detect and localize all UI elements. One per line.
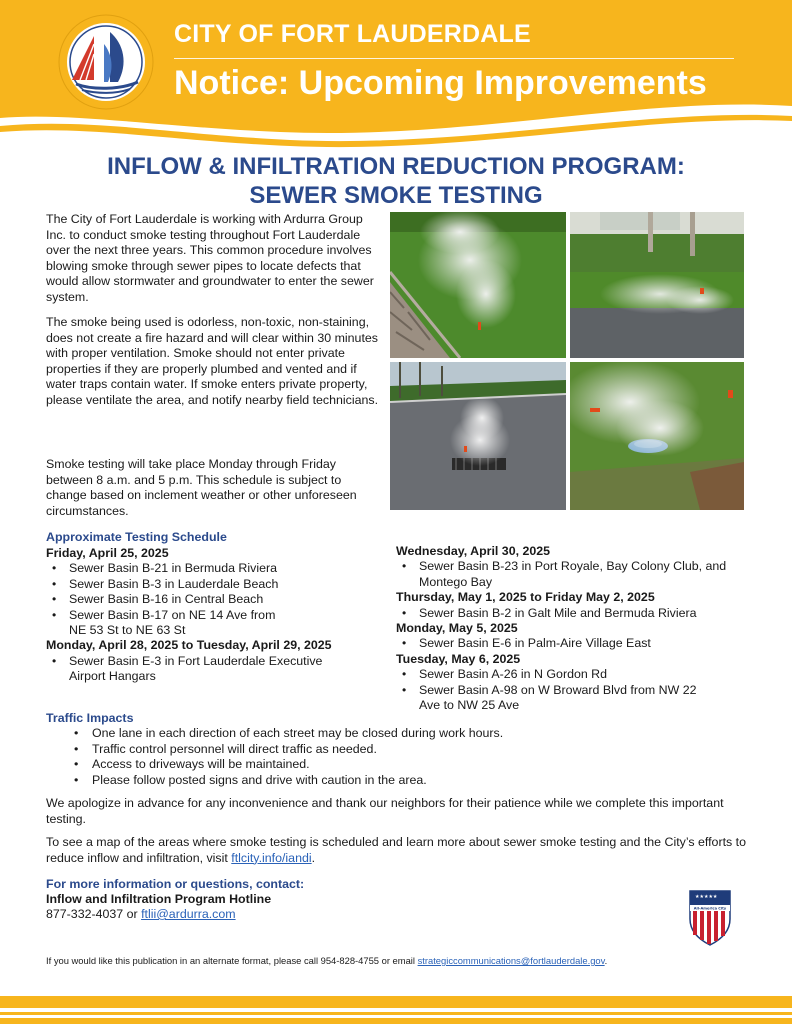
notice-title: Notice: Upcoming Improvements bbox=[174, 64, 707, 102]
schedule-item: • Sewer Basin E-6 in Palm-Aire Village East bbox=[396, 636, 768, 651]
alt-format-end: . bbox=[604, 955, 608, 966]
schedule-day: Wednesday, April 30, 2025 bbox=[396, 544, 551, 558]
schedule-list bbox=[46, 561, 376, 638]
apology-paragraph: We apologize in advance for any inconvenience and thank our neighbors for their patience while we complete this important testing. bbox=[46, 796, 724, 826]
intro-paragraph-1: The City of Fort Lauderdale is working with Ardurra Group Inc. to conduct smoke testing throughout Fort Lauderdale over the next three years. This common procedure involves blowing smoke through sewer pipes to locate defects that would allow stormwater and groundwater to enter the sewer system. bbox=[46, 212, 374, 304]
schedule-item: • Sewer Basin B-21 in Bermuda Riviera bbox=[46, 561, 376, 576]
schedule-list bbox=[396, 606, 768, 621]
photo-grid bbox=[390, 212, 744, 510]
page-title bbox=[0, 152, 792, 210]
header-divider bbox=[174, 58, 734, 59]
alt-format-note bbox=[46, 955, 746, 966]
schedule-item: • Sewer Basin B-16 in Central Beach bbox=[46, 592, 376, 607]
page-title-line-2: SEWER SMOKE TESTING bbox=[249, 182, 543, 209]
smoke-photo-driveway bbox=[570, 212, 744, 358]
schedule-item: • Sewer Basin B-23 in Port Royale, Bay Colony Club, and Montego Bay bbox=[396, 559, 768, 590]
map-paragraph bbox=[46, 835, 746, 866]
footer-band bbox=[0, 996, 792, 1024]
traffic-item: • Access to driveways will be maintained. bbox=[74, 757, 754, 773]
schedule-day: Monday, April 28, 2025 to Tuesday, April 29, 2025 bbox=[46, 638, 332, 653]
all-america-city-shield-icon bbox=[688, 889, 732, 947]
traffic-heading: Traffic Impacts bbox=[46, 711, 134, 725]
map-paragraph-end: . bbox=[311, 850, 316, 865]
hotline-label: Inflow and Infiltration Program Hotline bbox=[46, 892, 272, 906]
strategic-communications-email-link[interactable]: strategiccommunications@fortlauderdale.gov bbox=[417, 955, 605, 966]
contact-line bbox=[46, 907, 236, 921]
schedule-item: • Sewer Basin A-98 on W Broward Blvd from NW 22 Ave to NW 25 Ave bbox=[396, 683, 768, 714]
alt-format-text: If you would like this publication in an alternate format, please call 954-828-4755 or email bbox=[46, 955, 418, 966]
schedule-heading: Approximate Testing Schedule bbox=[46, 530, 227, 544]
schedule-list bbox=[396, 636, 768, 651]
traffic-item: • Please follow posted signs and drive with caution in the area. bbox=[74, 773, 754, 789]
schedule-day: Monday, May 5, 2025 bbox=[396, 621, 518, 636]
schedule-day: Thursday, May 1, 2025 to Friday May 2, 2025 bbox=[396, 590, 655, 605]
smoke-photo-lawn-walkway bbox=[390, 212, 566, 358]
traffic-list bbox=[74, 726, 754, 788]
schedule-item: • Sewer Basin B-17 on NE 14 Ave from NE 53 St to NE 63 St bbox=[46, 608, 376, 639]
contact-email-link[interactable]: ftlii@ardurra.com bbox=[141, 907, 236, 921]
intro-paragraph-3: Smoke testing will take place Monday through Friday between 8 a.m. and 5 p.m. This schedule is subject to change based on inclement weather or other unforeseen circumstances. bbox=[46, 457, 357, 518]
header bbox=[0, 0, 792, 150]
schedule-day: Tuesday, May 6, 2025 bbox=[396, 651, 521, 666]
schedule-item: • Sewer Basin E-3 in Fort Lauderdale Executive Airport Hangars bbox=[46, 654, 376, 685]
schedule-item: • Sewer Basin B-2 in Galt Mile and Bermuda Riviera bbox=[396, 606, 768, 621]
traffic-item: • Traffic control personnel will direct traffic as needed. bbox=[74, 742, 754, 758]
schedule-list bbox=[396, 559, 768, 590]
schedule-column-left bbox=[46, 546, 376, 685]
schedule-item: • Sewer Basin A-26 in N Gordon Rd bbox=[396, 667, 768, 682]
svg-text:★★★★★: ★★★★★ bbox=[695, 894, 718, 900]
iandi-link[interactable]: ftlcity.info/iandi bbox=[231, 850, 312, 865]
smoke-photo-cleanout bbox=[570, 362, 744, 510]
badge-text: All-America City bbox=[693, 906, 727, 911]
smoke-photo-storm-drain bbox=[390, 362, 566, 510]
traffic-item: • One lane in each direction of each street may be closed during work hours. bbox=[74, 726, 754, 742]
schedule-day: Friday, April 25, 2025 bbox=[46, 546, 169, 560]
schedule-item: • Sewer Basin B-3 in Lauderdale Beach bbox=[46, 577, 376, 592]
city-seal-sailboat-icon bbox=[58, 14, 154, 110]
map-paragraph-text: To see a map of the areas where smoke testing is scheduled and learn more about sewer smoke testing and the City’s efforts to reduce inflow and infiltration, visit bbox=[46, 835, 746, 865]
schedule-list bbox=[396, 667, 768, 713]
contact-separator: or bbox=[123, 907, 142, 921]
hotline-phone: 877-332-4037 bbox=[46, 907, 124, 921]
city-name: CITY OF FORT LAUDERDALE bbox=[174, 20, 531, 48]
schedule-list bbox=[46, 654, 376, 685]
page-title-line-1: INFLOW & INFILTRATION REDUCTION PROGRAM: bbox=[107, 153, 685, 180]
contact-heading: For more information or questions, contact: bbox=[46, 877, 305, 891]
intro-paragraph-2: The smoke being used is odorless, non-toxic, non-staining, does not create a fire hazard and will clear within 30 minutes with proper ventilation. Smoke should not enter private properties if they are properly plumbed and vented and if water traps contain water. If smoke enters private property, please ventilate the area, and notify nearby field technicians. bbox=[46, 315, 379, 407]
schedule-column-right bbox=[396, 544, 768, 713]
